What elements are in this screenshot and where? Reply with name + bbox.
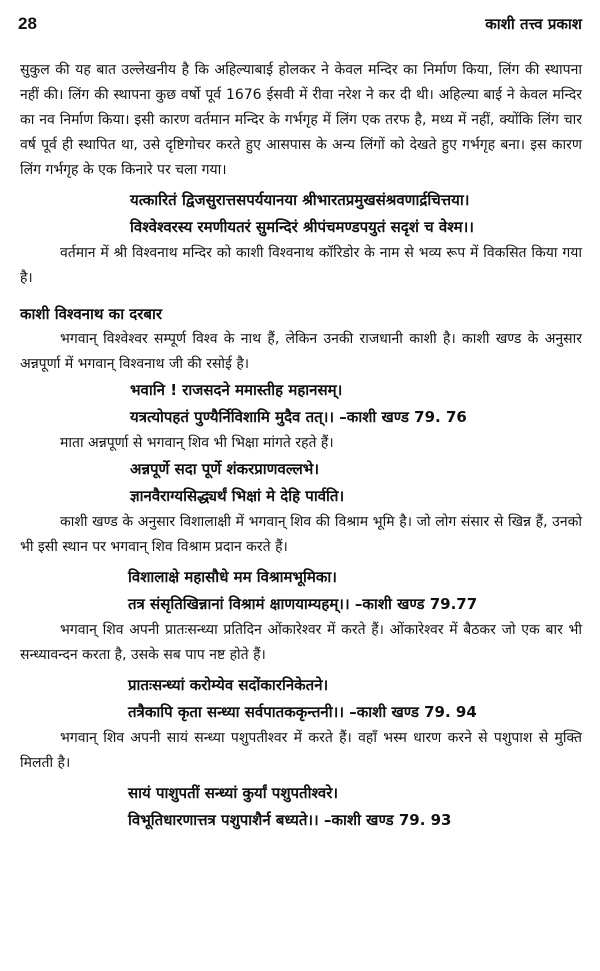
- page-header: [18, 14, 582, 42]
- verse-1-line-2: विश्वेश्वरस्य रमणीयतरं सुमन्दिरं श्रीपंचमण्डपयुतं सदृशं च वेश्म।।: [130, 218, 474, 236]
- paragraph-4: माता अन्नपूर्णा से भगवान् शिव भी भिक्षा मांगते रहते हैं।: [60, 435, 334, 451]
- paragraph-1: सुकुल की यह बात उल्लेखनीय है कि अहिल्याबाई होलकर ने केवल मन्दिर का निर्माण किया, लिंग की स्थापना नहीं की। लिंग की स्थापना कुछ वर्षो पूर्व 1676 ईसवी में रीवा नरेश ने कर दी थी। अहिल्या बाई ने केवल मन्दिर का नव निर्माण किया। इसी कारण वर्तमान मन्दिर के गर्भगृह में लिंग एक तरफ है, मध्य में नहीं, क्योंकि लिंग चार वर्ष पूर्व ही स्थापित था, उसे दृष्टिगोचर करते हुए आसपास के अन्य लिंगों को देखते हुए गर्भगृह बना। इस कारण लिंग गर्भगृह के एक किनारे पर चला गया।: [20, 62, 582, 178]
- paragraph-6: भगवान् शिव अपनी प्रातःसन्ध्या प्रतिदिन ओंकारेश्वर में करते हैं। ओंकारेश्वर में बैठकर जो एक बार भी सन्ध्यावन्दन करता है, उसके सब पाप नष्ट होते हैं।: [20, 622, 582, 663]
- verse-3-line-1: अन्नपूर्णे सदा पूर्णे शंकरप्राणवल्लभे।: [130, 460, 320, 478]
- verse-1-line-1: यत्कारितं द्विजसुरात्तसपर्ययानया श्रीभारतप्रमुखसंश्रवणार्द्रचित्तया।: [130, 191, 470, 209]
- verse-6-line-1: सायं पाशुपतीं सन्ध्यां कुर्यां पशुपतीश्वरे।: [128, 784, 339, 802]
- verse-5-line-2: तत्रैकापि कृता सन्ध्या सर्वपातककृन्तनी।। –काशी खण्ड 79. 94: [128, 703, 477, 721]
- paragraph-5: काशी खण्ड के अनुसार विशालाक्षी में भगवान् शिव की विश्राम भूमि है। जो लोग संसार से खिन्न हैं, उनको भी इसी स्थान पर भगवान् शिव विश्राम प्रदान करते हैं।: [20, 514, 582, 555]
- verse-2-line-1: भवानि ! राजसदने ममास्तीह महानसम्।: [130, 381, 343, 399]
- running-title: काशी तत्त्व प्रकाश: [485, 15, 582, 33]
- page-body: [20, 58, 582, 834]
- section-heading: काशी विश्वनाथ का दरबार: [20, 305, 162, 323]
- verse-2-line-2: यत्रत्योपहतं पुण्यैर्निविशामि मुदैव तत्।। –काशी खण्ड 79. 76: [130, 408, 467, 426]
- verse-4-line-2: तत्र संसृतिखिन्नानां विश्रामं क्षाणयाम्यहम्।। –काशी खण्ड 79.77: [128, 595, 478, 613]
- paragraph-2: वर्तमान में श्री विश्वनाथ मन्दिर को काशी विश्वनाथ कॉरिडोर के नाम से भव्य रूप में विकसित किया गया है।: [20, 245, 582, 286]
- verse-5-line-1: प्रातःसन्ध्यां करोम्येव सदोंकारनिकेतने।: [128, 676, 329, 694]
- verse-3-line-2: ज्ञानवैराग्यसिद्ध्यर्थं भिक्षां मे देहि पार्वति।: [130, 487, 345, 505]
- paragraph-3: भगवान् विश्वेश्वर सम्पूर्ण विश्व के नाथ हैं, लेकिन उनकी राजधानी काशी है। काशी खण्ड के अनुसार अन्नपूर्णा में भगवान् विश्वनाथ जी की रसोई है।: [20, 331, 582, 372]
- paragraph-7: भगवान् शिव अपनी सायं सन्ध्या पशुपतीश्वर में करते हैं। वहाँ भस्म धारण करने से पशुपाश से मुक्ति मिलती है।: [20, 730, 582, 771]
- page-number: 28: [18, 14, 37, 33]
- verse-6-line-2: विभूतिधारणात्तत्र पशुपाशैर्न बध्यते।। –काशी खण्ड 79. 93: [128, 811, 452, 829]
- verse-4-line-1: विशालाक्षे महासौधे मम विश्रामभूमिका।: [128, 568, 337, 586]
